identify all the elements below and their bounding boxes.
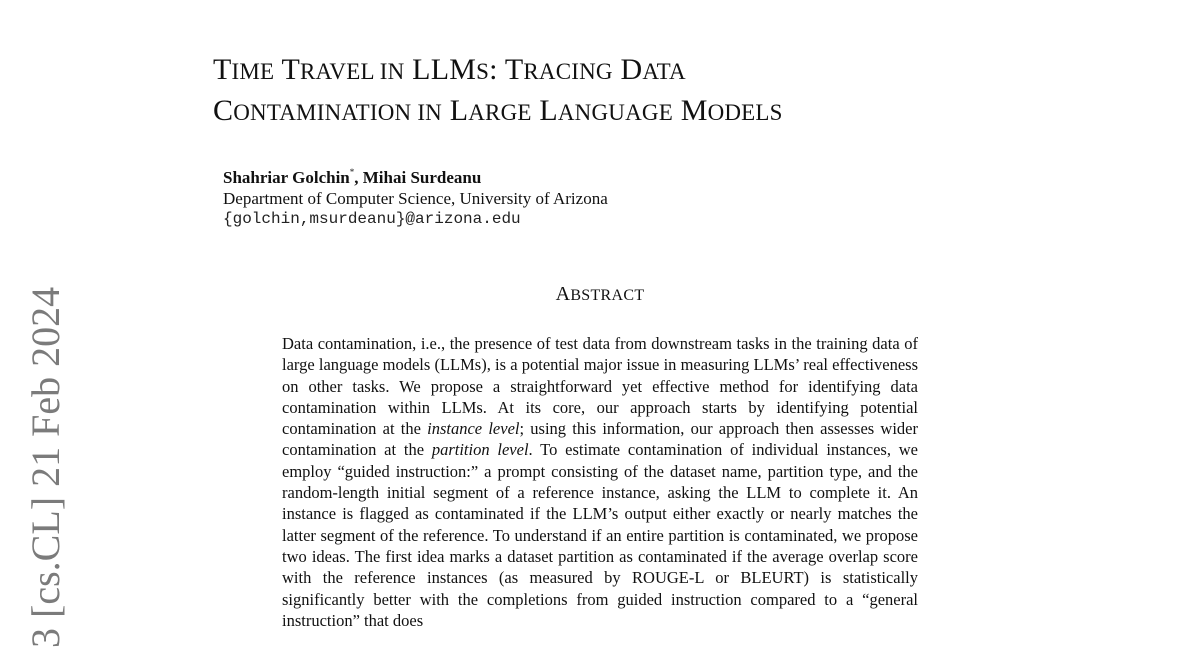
title-word: M bbox=[680, 94, 708, 127]
author-email: {golchin,msurdeanu}@arizona.edu bbox=[223, 210, 521, 228]
heading-cap: A bbox=[555, 283, 571, 305]
heading-rest: BSTRACT bbox=[570, 287, 645, 304]
abstract-text: Data contamination, i.e., the presence of test data from downstream tasks in the training data of large language models (LLMs), is a potential major issue in measuring LLMs’ real effectiveness on other tasks. We propose a straightforward yet effective method for identifying data contamination within LLMs. At its core, our approach starts by identifying potential contamination at the bbox=[282, 334, 918, 439]
title-word: : bbox=[489, 53, 498, 86]
title-word: ANGUAGE bbox=[557, 100, 673, 125]
abstract-text: ; using this information, our approach then assesses wider contamination at the bbox=[282, 419, 918, 460]
title-word: T bbox=[213, 53, 232, 86]
title-line-1 bbox=[213, 53, 686, 86]
arxiv-identifier: 3 [cs.CL] 21 Feb 2024 bbox=[23, 286, 68, 648]
title-word: ATA bbox=[642, 59, 686, 84]
affiliation: Department of Computer Science, University of Arizona bbox=[223, 189, 608, 208]
footnote-mark: * bbox=[349, 167, 355, 177]
title-word: IME bbox=[231, 59, 275, 84]
title-word: S bbox=[476, 59, 490, 84]
title-word: LLM bbox=[412, 53, 477, 86]
abstract-emphasis: partition level bbox=[431, 440, 529, 460]
author-block bbox=[223, 162, 608, 230]
title-word: D bbox=[620, 53, 643, 86]
title-word: L bbox=[539, 94, 558, 127]
title-word: T bbox=[504, 53, 524, 86]
title-word: ARGE bbox=[468, 100, 532, 125]
author-name: Shahriar Golchin bbox=[223, 168, 350, 187]
abstract-body bbox=[282, 333, 918, 631]
title-word: ONTAMINATION IN bbox=[233, 100, 442, 125]
author-names bbox=[223, 162, 608, 188]
title-word: L bbox=[449, 94, 469, 127]
title-word: RACING bbox=[523, 59, 613, 84]
abstract-text: . To estimate contamination of individual instances, we employ “guided instruction:” a prompt consisting of the dataset name, partition type, and the random-length initial segment of a reference instance, asking the LLM to complete it. An instance is flagged as contaminated if the LLM’s output either exactly or nearly matches the latter segment of the reference. To understand if an entire partition is contaminated, we propose two ideas. The first idea marks a dataset partition as contaminated if the average overlap score with the reference instances (as measured by ROUGE-L or BLEURT) is statistically significantly better with the completions from guided instruction compared to a “general instruction” that does bbox=[282, 440, 918, 630]
title-word: RAVEL IN bbox=[300, 59, 405, 84]
author-name: , Mihai Surdeanu bbox=[354, 168, 482, 187]
title-word: C bbox=[213, 94, 234, 127]
title-word: T bbox=[281, 53, 300, 86]
paper-title bbox=[213, 50, 783, 132]
abstract-heading bbox=[0, 283, 1200, 306]
title-word: ODELS bbox=[707, 100, 783, 125]
abstract-emphasis: instance level bbox=[427, 419, 520, 439]
title-line-2 bbox=[213, 94, 783, 127]
